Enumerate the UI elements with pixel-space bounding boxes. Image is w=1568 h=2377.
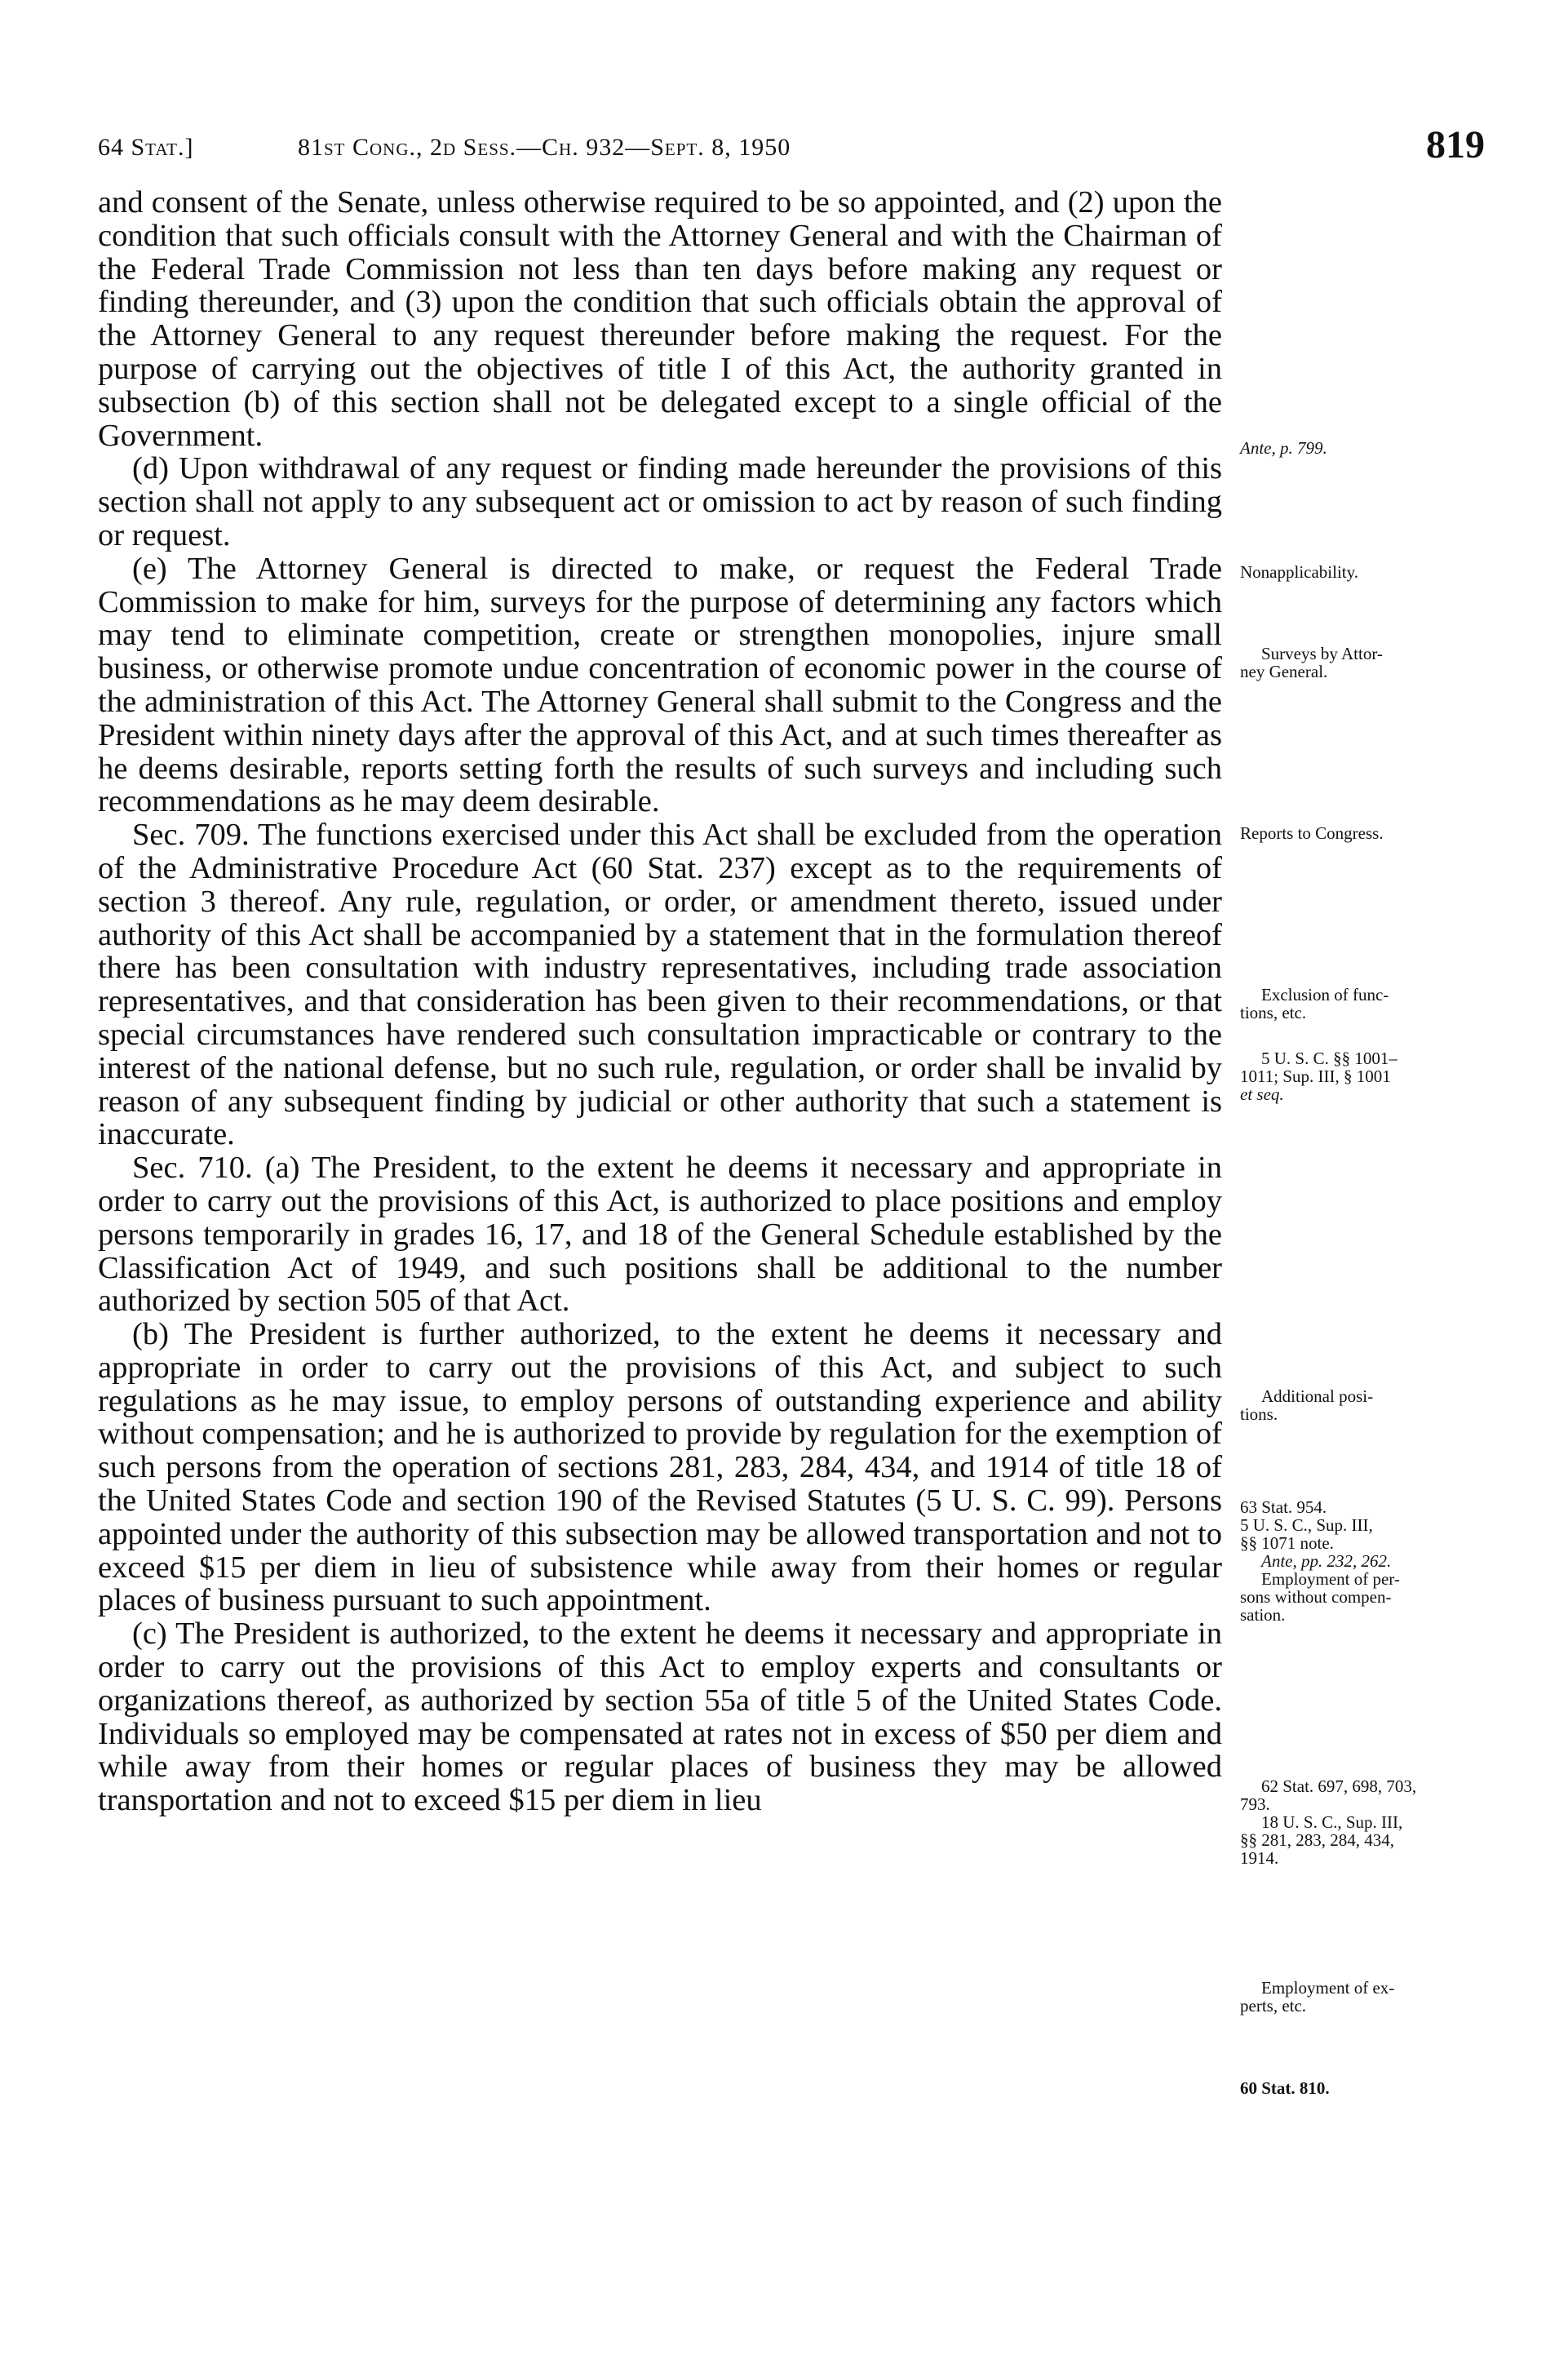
margin-note-usc-1001: 5 U. S. C. §§ 1001– 1011; Sup. III, § 1001 et seq. [1240, 1049, 1397, 1104]
margin-note-surveys: Surveys by Attor- ney General. [1240, 644, 1383, 681]
paragraph-subsection-d: (d) Upon withdrawal of any request or finding made hereunder the provisions of this section shall not apply to any subsequent act or omission to act by reason of such finding or request. [98, 451, 1222, 552]
margin-note-stat-954: 63 Stat. 954. 5 U. S. C., Sup. III, §§ 1071 note. Ante, pp. 232, 262. [1240, 1497, 1392, 1571]
margin-note-reports: Reports to Congress. [1240, 823, 1384, 843]
margin-note-stat-697: 62 Stat. 697, 698, 703, 793. 18 U. S. C., Sup. III, §§ 281, 283, 284, 434, 1914. [1240, 1776, 1417, 1868]
main-text-column [98, 186, 1222, 1817]
margin-note-stat-810: 60 Stat. 810. [1240, 2078, 1330, 2098]
paragraph-continuation: and consent of the Senate, unless otherwise required to be so appointed, and (2) upon the condition that such officials consult with the Attorney General and with the Chairman of the Federal Trade Commission not less than ten days before making any request or finding thereunder, and (3) upon the condition that such officials obtain the approval of the Attorney General to any request thereunder before making the request. For the purpose of carrying out the objectives of title I of this Act, the authority granted in subsection (b) of this section shall not be delegated except to a single official of the Government. [98, 185, 1222, 453]
margin-note-employment-without-compensation: Employment of per- sons without compen- sation. [1240, 1569, 1400, 1625]
margin-note-additional-positions: Additional posi- tions. [1240, 1386, 1374, 1424]
margin-note-ante-799: Ante, p. 799. [1240, 438, 1327, 458]
page-number: 819 [1426, 123, 1485, 166]
session-chapter-date: 81st Cong., 2d Sess.—Ch. 932—Sept. 8, 1950 [298, 134, 791, 161]
paragraph-section-710-b: (b) The President is further authorized, to the extent he deems it necessary and appropriate in order to carry out the provisions of this Act, and subject to such regulations as he may issue, to employ persons of outstanding experience and ability without compensation; and he is authorized to provide by regulation for the exemption of such persons from the operation of sections 281, 283, 284, 434, and 1914 of title 18 of the United States Code and section 190 of the Revised Statutes (5 U. S. C. 99). Persons appointed under the authority of this subsection may be allowed transportation and not to exceed $15 per diem in lieu of subsistence while away from their homes or regular places of business pursuant to such appointment. [98, 1317, 1222, 1618]
margin-note-employment-experts: Employment of ex- perts, etc. [1240, 1978, 1395, 2016]
margin-note-exclusion: Exclusion of func- tions, etc. [1240, 985, 1389, 1022]
margin-note-nonapplicability: Nonapplicability. [1240, 562, 1359, 582]
volume-reference: 64 Stat.] [98, 134, 194, 161]
paragraph-section-710-a: Sec. 710. (a) The President, to the extent he deems it necessary and appropriate in order to carry out the provisions of this Act, is authorized to place positions and employ persons temporarily in grades 16, 17, and 18 of the General Schedule established by the Classification Act of 1949, and such positions shall be additional to the number authorized by section 505 of that Act. [98, 1151, 1222, 1319]
paragraph-section-710-c: (c) The President is authorized, to the extent he deems it necessary and appropriate in order to carry out the provisions of this Act to employ experts and consultants or organizations thereof, as authorized by section 55a of title 5 of the United States Code. Individuals so employed may be compensated at rates not in excess of $50 per diem and while away from their homes or regular places of business they may be allowed transportation and not to exceed $15 per diem in lieu [98, 1616, 1222, 1818]
paragraph-subsection-e: (e) The Attorney General is directed to make, or request the Federal Trade Commission to make for him, surveys for the purpose of determining any factors which may tend to eliminate competition, create or strengthen monopolies, injure small business, or otherwise promote undue concentration of economic power in the course of the administration of this Act. The Attorney General shall submit to the Congress and the President within ninety days after the approval of this Act, and at such times thereafter as he deems desirable, reports setting forth the results of such surveys and including such recommendations as he may deem desirable. [98, 551, 1222, 819]
paragraph-section-709: Sec. 709. The functions exercised under this Act shall be excluded from the operation of the Administrative Procedure Act (60 Stat. 237) except as to the requirements of section 3 thereof. Any rule, regulation, or order, or amendment thereto, issued under authority of this Act shall be accompanied by a statement that in the formulation thereof there has been consultation with industry representatives, including trade association representatives, and that consideration has been given to their recommendations, or that special circumstances have rendered such consultation impracticable or contrary to the interest of the national defense, but no such rule, regulation, or order shall be invalid by reason of any subsequent finding by judicial or other authority that such a statement is inaccurate. [98, 818, 1222, 1152]
margin-notes [1240, 0, 1485, 2377]
